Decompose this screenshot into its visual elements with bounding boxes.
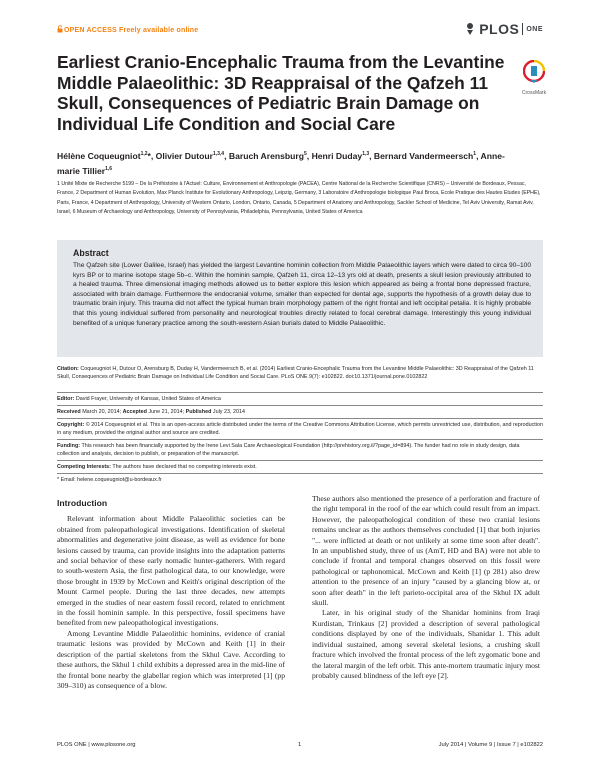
funding-label: Funding: [57,443,81,449]
abstract-box [57,240,543,357]
body-column-left [57,498,285,691]
body-paragraph: Relevant information about Middle Palaeolithic societies can be obtained from paleopathological investigations. Identification of skeletal abnormalities and degenerative joint disease, as well as evidence for bone lesions caused by trauma, can provide insights into the adaptation patterns and social behavior of these early nomadic hunter-gatherers. With regard to south-western Asia, the first pathological data, to our knowledge, were those brought in 1939 by McCown and Keith's original description of the Mount Carmel people. During the last three decades, new attempts emerged in the studies of near eastern fossil record, related to enrichment in the fossil hominin sample. In this perspective, fossil specimens have benefited from new paleopathological investigations. [57,514,285,628]
open-access-lock-icon [57,25,63,35]
body-column-right [312,494,540,681]
author-name: Hélène Coqueugniot [57,150,141,161]
author-affiliation-marker: 1 [473,151,477,157]
author-entry [374,151,481,161]
funding-text: This research has been financially supported by the Irene Levi Sala Care Archaeological Foundation (http://prehistory.org.il/?page_id=894). The funder had no role in study design, data collection and analysis, decision to publish, or preparation of the manuscript. [57,443,520,458]
citation-label: Citation: [57,366,79,372]
author-affiliation-marker: 1,6 [105,165,113,172]
divider [57,473,543,474]
author-entry [229,151,312,161]
author-name: Bernard Vandermeersch [373,150,474,161]
accepted-label: Accepted [122,409,147,415]
copyright-label: Copyright: [57,422,85,428]
article-title: Earliest Cranio-Encephalic Trauma from the Levantine Middle Palaeolithic: 3D Reappraisal of the Qafzeh 11 Skull, Consequences of Pediatric Brain Damage on Individual Life Condition and Social Care [57,52,505,134]
author-separator: , [369,150,374,161]
introduction-heading: Introduction [57,498,108,508]
accepted-date: June 21, 2014; [148,409,185,415]
author-list [57,148,527,178]
author-entry [156,151,229,161]
plos-wordmark: PLOS [479,21,520,37]
author-name: Baruch Arensburg [228,150,304,161]
author-separator: , [306,150,312,161]
divider [57,392,543,393]
author-entry [57,151,156,161]
editor-text: David Frayer, University of Kansas, United States of America [75,396,221,402]
divider [57,405,543,406]
open-access-banner [57,25,198,35]
body-paragraph: These authors also mentioned the presence of a perforation and fracture of the right temporal in the roof of the ear which could result from an impact. However, the paleopathological condition of these two cranial lesions remains unclear as the authors themselves concluded [1] that both injuries "... were inflicted at death or not unlikely at some time soon after death". In an unpublished study, three of us (AmT, HD and BA) were not able to conclude if frontal and temporal changes observed on this fossil were pathological or taphonomical. McCown and Keith [1] (p 281) also drew attention to the presence of an injury "caused by a glancing blow at, or soon after death" in the left parieto-occipital area of the Skhul IX adult skull. [312,494,540,608]
abstract-heading: Abstract [73,248,109,258]
open-access-text: OPEN ACCESS Freely available online [64,27,199,34]
body-paragraph: Later, in his original study of the Shanidar hominins from Iraqi Kurdistan, Trinkaus [2] provided a description of several pathological conditions displayed by one of the individuals, Shanidar 1. This adult individual sustained, among several skeletal lesions, a crushing skull fracture which involved the frontal process of the left zygomatic bone and the lateral margin of the left orbit. This ante-mortem traumatic injury most probably caused blindness of the left eye [2]. [312,608,540,680]
divider [57,439,543,440]
competing-interests-line [57,463,543,471]
author-separator: *, [147,150,156,161]
competing-text: The authors have declared that no competing interests exist. [112,464,257,470]
author-name: Olivier Dutour [155,150,213,161]
journal-header [57,22,543,42]
plos-one-logo [464,21,543,37]
author-name: Anne-marie Tillier [57,150,505,176]
author-affiliation-marker: 5 [304,151,307,157]
author-name: Henri Duday [311,150,363,161]
author-entry [312,151,374,161]
funding-block [57,442,543,458]
crossmark-badge[interactable] [520,60,548,96]
footer-issue: July 2014 | Volume 9 | Issue 7 | e102822 [438,742,543,748]
author-affiliation-marker: 1,3,4 [212,151,225,157]
citation-text: Coqueugniot H, Dutour O, Arensburg B, Duday H, Vandermeersch B, et al. (2014) Earliest Cranio-Encephalic Trauma from the Levantine Middle Palaeolithic: 3D Reappraisal of the Qafzeh 11 Skull, Consequences of Pediatric Brain Damage on Individual Life Condition and Social Care. PLoS ONE 9(7): e102822. doi:10.1371/journal.pone.0102822 [57,366,534,381]
author-affiliation-marker: 1,2 [140,151,148,157]
footer-journal: PLOS ONE | www.plosone.org [57,742,136,748]
author-separator: , [224,150,229,161]
crossmark-label: CrossMark [521,90,547,96]
dates-line [57,408,543,416]
crossmark-icon [523,60,545,84]
abstract-text: The Qafzeh site (Lower Galilee, Israel) has yielded the largest Levantine hominin collection from Middle Palaeolithic layers which were dated to circa 90–100 kyrs BP or to marine isotope stage 5b–c. Within the hominin sample, Qafzeh 11, circa 12–13 yrs old at death, presents a skull lesion previously attributed to a healed trauma. Three dimensional imaging methods allowed us to better explore this lesion which appeared as being a frontal bone depressed fracture, associated with brain damage. Furthermore the endocranial volume, smaller than expected for dental age, supports the hypothesis of a growth delay due to traumatic brain injury. This trauma did not affect the typical human brain morphology pattern of the right frontal and left occipital petalia. It is highly probable that this young individual suffered from personality and neurological troubles directly related to focal cerebral damage. Interestingly this young individual benefited of a unique funerary practice among the south-western Asian burials dated to Middle Palaeolithic. [73,262,531,327]
citation-block [57,365,543,381]
page-number: 1 [298,742,302,748]
copyright-block [57,421,543,437]
published-label: Published [185,409,212,415]
affiliations: 1 Unité Mixte de Recherche 5199 – De la Préhistoire à l'Actuel: Culture, Environnement et Anthropologie (PACEA), Centre National de la Recherche Scientifique (CNRS) – Université de Bordeaux, Pessac, France, 2 Department of Human Evolution, Max Planck Institute for Evolutionary Anthropology, Leipzig, Germany, 3 Laboratoire d'Anthropologie biologique Paul Broca, Ecole Pratique des Hautes Etudes (EPHE), Paris, France, 4 Department of Anthropology, University of Western Ontario, London, Ontario, Canada, 5 Department of Anatomy and Anthropology, Sackler School of Medicine, Tel Aviv University, Ramat Aviv, Israel, 6 Museum of Archaeology and Anthropology, University of Pennsylvania, Philadelphia, Pennsylvania, United States of America [57,181,541,215]
copyright-text: © 2014 Coqueugniot et al. This is an open-access article distributed under the terms of the Creative Commons Attribution License, which permits unrestricted use, distribution, and reproduction in any medium, provided the original author and source are credited. [57,422,543,437]
one-wordmark: ONE [526,25,543,33]
logo-divider [522,23,523,35]
editor-label: Editor: [57,396,75,402]
competing-label: Competing Interests: [57,464,111,470]
author-separator: , [476,150,481,161]
author-affiliation-marker: 1,3 [362,151,370,157]
corresponding-email[interactable]: * Email: helene.coqueugniot@u-bordeaux.fr [57,477,162,483]
divider [57,418,543,419]
received-label: Received [57,409,81,415]
published-date: July 23, 2014 [212,409,245,415]
divider [57,460,543,461]
body-paragraph: Among Levantine Middle Palaeolithic hominins, evidence of cranial traumatic lesions was provided by McCown and Keith [1] in their description of the partial skeletons from the Skhul Cave. According to these authors, the Skhul 1 child exhibits a depressed area in the mid-line of the frontal bone nearby the glabellar region which was interpreted [1] (pp 309–310) as consequence of a blow. [57,628,285,690]
plos-mark-icon [464,22,476,36]
editor-line [57,395,543,403]
received-date: March 20, 2014; [82,409,122,415]
